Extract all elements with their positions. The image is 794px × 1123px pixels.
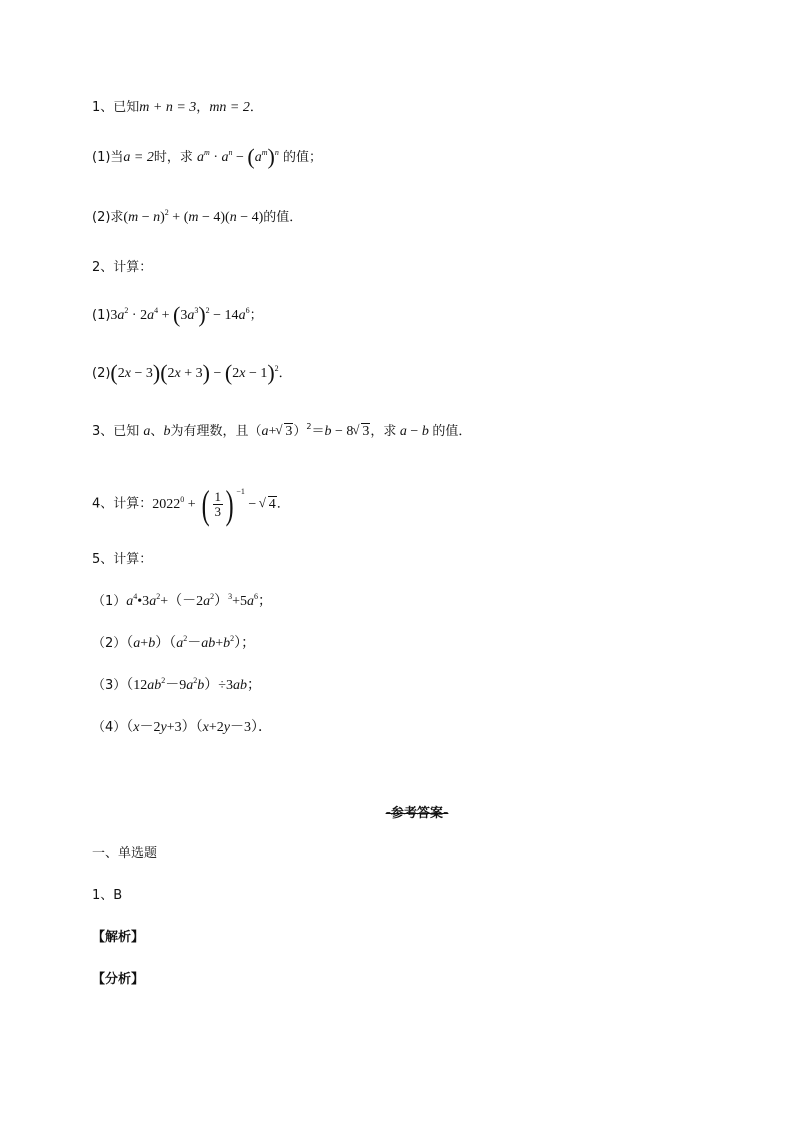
q5-item3-expression: $(12ab^2-9a^2b)\div 3ab$； <box>126 676 261 693</box>
q4-fraction: $\frac{1}{3}$ <box>214 489 222 519</box>
q5-item2 <box>92 634 255 654</box>
q1-p1-suffix: 的值； <box>282 150 322 165</box>
q3-text-a: 3、已知 <box>92 424 140 439</box>
q1-sep: ， <box>196 100 210 115</box>
q5-item3-label: （3） <box>92 678 127 693</box>
q1-p1-prefix: (1)当 <box>92 150 124 165</box>
q1-p1-cond: a = 2 <box>123 150 154 165</box>
q3-var-b: b <box>163 424 171 439</box>
q1-p2-prefix: (2)求 <box>92 210 124 225</box>
q2-p1-prefix: (1) <box>92 308 111 323</box>
q2-part1 <box>92 302 263 327</box>
q2-p1-end: ； <box>249 308 263 323</box>
q1-p2-expression: $(m - n)^2 + (m - 4)(n - 4)$ <box>123 208 264 225</box>
q3-var-a: a <box>143 424 151 439</box>
answers-item1: 1、B <box>92 888 123 903</box>
q3-rhs: b − 8√ 3 <box>324 424 370 439</box>
q5-item1 <box>92 592 272 612</box>
q5-item4 <box>92 718 272 738</box>
q5-item2-label: （2） <box>92 636 127 651</box>
q1-p1-expression: $a^m \cdot a^n - (a^m)^n$ <box>197 144 279 169</box>
answers-title: -参考答案- <box>385 806 449 821</box>
q1-cond2: mn = 2 <box>209 100 250 115</box>
q2-p2-expression: $(2x - 3)(2x + 3) - (2x - 1)^2$ <box>110 360 279 385</box>
q1-p1-mid: 时，求 <box>153 150 193 165</box>
q5-item1-label: （1） <box>92 594 127 609</box>
q5-item4-label: （4） <box>92 720 127 735</box>
q1-part2 <box>92 208 302 228</box>
q3-base: a+√ 3 <box>261 424 293 439</box>
q5-item2-expression: $(a+b)(a^2-ab+b^2)$； <box>126 634 256 651</box>
q2-p1-expression: $3a^2 \cdot 2a^4 + (3a^3)^2 - 14a^6$ <box>110 302 250 327</box>
q5-item1-expression: $a^4•3a^2+(-2a^2)^3+5a^6$； <box>126 592 272 609</box>
answers-fenxi: 【分析】 <box>92 972 145 987</box>
q2-part2 <box>92 360 292 385</box>
answers-jiexi: 【解析】 <box>92 930 145 945</box>
q3-text-e: ，求 <box>370 424 397 439</box>
q5-title: 5、计算： <box>92 552 153 567</box>
q5-item4-expression: （x－2y+3）（x+2y－3）． <box>126 720 272 735</box>
answers-section: 一、单选题 <box>92 846 158 861</box>
q4-end: ． <box>276 496 290 512</box>
q4-line <box>92 481 290 527</box>
q2-title: 2、计算： <box>92 260 153 275</box>
q3-target: a − b <box>399 424 429 439</box>
q1-title-line <box>92 98 263 118</box>
q1-part1 <box>92 144 322 169</box>
q1-p2-suffix: 的值． <box>263 210 303 225</box>
q2-p2-end: ． <box>278 366 292 381</box>
q5-item3 <box>92 676 261 696</box>
q3-text-d: ＝ <box>311 424 325 439</box>
q4-title: 4、计算： <box>92 496 153 512</box>
q2-p2-prefix: (2) <box>92 366 111 381</box>
q1-cond1: m + n = 3 <box>139 100 197 115</box>
q3-text-b: 为有理数，且（ <box>170 424 262 439</box>
q4-expression: $2022^0$ + ( $\frac{1}{3}$ ) $^{-1}$ − √ 4 <box>152 497 276 512</box>
q3-text-f: 的值． <box>432 424 472 439</box>
q1-title: 1、已知 <box>92 100 140 115</box>
q1-end: ． <box>249 100 263 115</box>
q3-text-c: ） <box>293 424 307 439</box>
q3-line: 3、已知 a、b为有理数，且（a+√ 3）$^2$＝b − 8√ 3，求 a − b 的值． <box>92 422 471 442</box>
